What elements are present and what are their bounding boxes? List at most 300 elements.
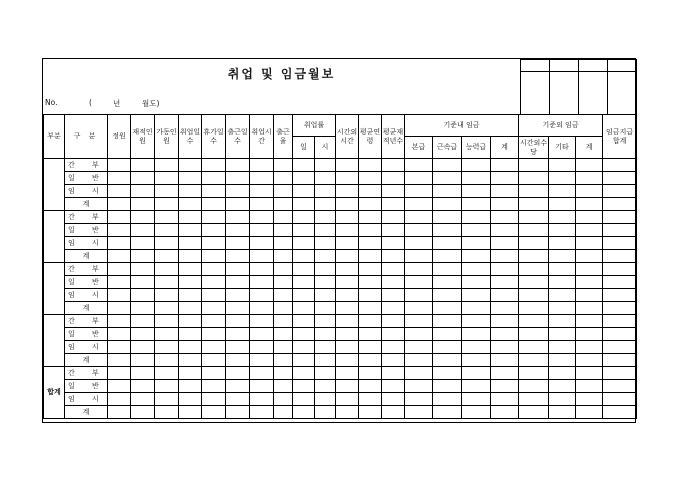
- data-cell[interactable]: [519, 289, 549, 302]
- data-cell[interactable]: [202, 393, 226, 406]
- data-cell[interactable]: [549, 289, 576, 302]
- data-cell[interactable]: [226, 380, 250, 393]
- data-cell[interactable]: [226, 172, 250, 185]
- data-cell[interactable]: [155, 237, 179, 250]
- data-cell[interactable]: [155, 172, 179, 185]
- data-cell[interactable]: [433, 406, 462, 419]
- data-cell[interactable]: [155, 185, 179, 198]
- data-cell[interactable]: [405, 302, 433, 315]
- approval-cell[interactable]: [550, 72, 579, 115]
- data-cell[interactable]: [131, 224, 155, 237]
- data-cell[interactable]: [274, 185, 293, 198]
- data-cell[interactable]: [226, 341, 250, 354]
- data-cell[interactable]: [226, 263, 250, 276]
- data-cell[interactable]: [179, 289, 202, 302]
- data-cell[interactable]: [108, 302, 131, 315]
- data-cell[interactable]: [336, 380, 359, 393]
- data-cell[interactable]: [250, 224, 274, 237]
- data-cell[interactable]: [462, 328, 491, 341]
- data-cell[interactable]: [603, 237, 637, 250]
- data-cell[interactable]: [293, 406, 315, 419]
- data-cell[interactable]: [155, 393, 179, 406]
- data-cell[interactable]: [519, 211, 549, 224]
- data-cell[interactable]: [462, 302, 491, 315]
- data-cell[interactable]: [382, 354, 405, 367]
- data-cell[interactable]: [462, 185, 491, 198]
- data-cell[interactable]: [315, 289, 336, 302]
- data-cell[interactable]: [359, 159, 382, 172]
- data-cell[interactable]: [336, 328, 359, 341]
- data-cell[interactable]: [108, 393, 131, 406]
- data-cell[interactable]: [359, 393, 382, 406]
- approval-cell[interactable]: [550, 60, 579, 72]
- data-cell[interactable]: [250, 354, 274, 367]
- data-cell[interactable]: [226, 198, 250, 211]
- data-cell[interactable]: [226, 302, 250, 315]
- data-cell[interactable]: [293, 159, 315, 172]
- data-cell[interactable]: [336, 185, 359, 198]
- approval-cell[interactable]: [608, 72, 637, 115]
- data-cell[interactable]: [359, 380, 382, 393]
- data-cell[interactable]: [519, 315, 549, 328]
- data-cell[interactable]: [250, 380, 274, 393]
- data-cell[interactable]: [179, 159, 202, 172]
- data-cell[interactable]: [274, 289, 293, 302]
- data-cell[interactable]: [382, 185, 405, 198]
- data-cell[interactable]: [433, 211, 462, 224]
- data-cell[interactable]: [382, 367, 405, 380]
- data-cell[interactable]: [359, 341, 382, 354]
- data-cell[interactable]: [274, 172, 293, 185]
- data-cell[interactable]: [491, 276, 519, 289]
- data-cell[interactable]: [549, 393, 576, 406]
- data-cell[interactable]: [405, 315, 433, 328]
- data-cell[interactable]: [491, 159, 519, 172]
- data-cell[interactable]: [293, 302, 315, 315]
- data-cell[interactable]: [491, 393, 519, 406]
- data-cell[interactable]: [293, 341, 315, 354]
- data-cell[interactable]: [519, 302, 549, 315]
- data-cell[interactable]: [179, 198, 202, 211]
- data-cell[interactable]: [315, 250, 336, 263]
- data-cell[interactable]: [491, 237, 519, 250]
- data-cell[interactable]: [382, 406, 405, 419]
- data-cell[interactable]: [549, 250, 576, 263]
- data-cell[interactable]: [293, 263, 315, 276]
- data-cell[interactable]: [108, 406, 131, 419]
- data-cell[interactable]: [293, 354, 315, 367]
- data-cell[interactable]: [250, 276, 274, 289]
- data-cell[interactable]: [336, 263, 359, 276]
- data-cell[interactable]: [603, 224, 637, 237]
- data-cell[interactable]: [315, 276, 336, 289]
- data-cell[interactable]: [250, 185, 274, 198]
- data-cell[interactable]: [382, 237, 405, 250]
- data-cell[interactable]: [274, 315, 293, 328]
- data-cell[interactable]: [179, 237, 202, 250]
- data-cell[interactable]: [131, 406, 155, 419]
- data-cell[interactable]: [549, 341, 576, 354]
- data-cell[interactable]: [576, 302, 603, 315]
- data-cell[interactable]: [226, 276, 250, 289]
- data-cell[interactable]: [576, 276, 603, 289]
- data-cell[interactable]: [250, 211, 274, 224]
- data-cell[interactable]: [108, 276, 131, 289]
- data-cell[interactable]: [519, 406, 549, 419]
- data-cell[interactable]: [405, 276, 433, 289]
- data-cell[interactable]: [202, 250, 226, 263]
- data-cell[interactable]: [462, 276, 491, 289]
- data-cell[interactable]: [108, 367, 131, 380]
- data-cell[interactable]: [576, 250, 603, 263]
- data-cell[interactable]: [315, 302, 336, 315]
- data-cell[interactable]: [491, 289, 519, 302]
- data-cell[interactable]: [382, 159, 405, 172]
- data-cell[interactable]: [519, 354, 549, 367]
- data-cell[interactable]: [315, 263, 336, 276]
- data-cell[interactable]: [108, 328, 131, 341]
- data-cell[interactable]: [202, 406, 226, 419]
- data-cell[interactable]: [131, 237, 155, 250]
- data-cell[interactable]: [131, 172, 155, 185]
- data-cell[interactable]: [576, 159, 603, 172]
- data-cell[interactable]: [293, 289, 315, 302]
- data-cell[interactable]: [336, 393, 359, 406]
- data-cell[interactable]: [250, 198, 274, 211]
- data-cell[interactable]: [491, 406, 519, 419]
- data-cell[interactable]: [576, 406, 603, 419]
- data-cell[interactable]: [336, 276, 359, 289]
- data-cell[interactable]: [315, 367, 336, 380]
- data-cell[interactable]: [603, 276, 637, 289]
- data-cell[interactable]: [549, 354, 576, 367]
- data-cell[interactable]: [491, 198, 519, 211]
- data-cell[interactable]: [226, 406, 250, 419]
- data-cell[interactable]: [491, 172, 519, 185]
- data-cell[interactable]: [603, 367, 637, 380]
- data-cell[interactable]: [131, 367, 155, 380]
- data-cell[interactable]: [131, 289, 155, 302]
- data-cell[interactable]: [382, 250, 405, 263]
- data-cell[interactable]: [226, 354, 250, 367]
- data-cell[interactable]: [405, 250, 433, 263]
- data-cell[interactable]: [576, 367, 603, 380]
- data-cell[interactable]: [603, 250, 637, 263]
- data-cell[interactable]: [108, 172, 131, 185]
- data-cell[interactable]: [359, 185, 382, 198]
- data-cell[interactable]: [202, 341, 226, 354]
- data-cell[interactable]: [462, 263, 491, 276]
- data-cell[interactable]: [293, 328, 315, 341]
- data-cell[interactable]: [108, 354, 131, 367]
- data-cell[interactable]: [433, 315, 462, 328]
- data-cell[interactable]: [274, 341, 293, 354]
- data-cell[interactable]: [315, 172, 336, 185]
- data-cell[interactable]: [155, 328, 179, 341]
- data-cell[interactable]: [576, 172, 603, 185]
- data-cell[interactable]: [491, 341, 519, 354]
- data-cell[interactable]: [336, 159, 359, 172]
- data-cell[interactable]: [433, 250, 462, 263]
- data-cell[interactable]: [359, 315, 382, 328]
- data-cell[interactable]: [131, 393, 155, 406]
- data-cell[interactable]: [179, 172, 202, 185]
- data-cell[interactable]: [250, 406, 274, 419]
- data-cell[interactable]: [108, 289, 131, 302]
- data-cell[interactable]: [315, 224, 336, 237]
- data-cell[interactable]: [382, 289, 405, 302]
- data-cell[interactable]: [603, 172, 637, 185]
- data-cell[interactable]: [274, 237, 293, 250]
- data-cell[interactable]: [226, 224, 250, 237]
- data-cell[interactable]: [202, 315, 226, 328]
- data-cell[interactable]: [131, 250, 155, 263]
- data-cell[interactable]: [519, 276, 549, 289]
- data-cell[interactable]: [293, 393, 315, 406]
- data-cell[interactable]: [202, 224, 226, 237]
- data-cell[interactable]: [359, 237, 382, 250]
- data-cell[interactable]: [462, 393, 491, 406]
- data-cell[interactable]: [519, 185, 549, 198]
- data-cell[interactable]: [405, 198, 433, 211]
- data-cell[interactable]: [576, 380, 603, 393]
- data-cell[interactable]: [462, 289, 491, 302]
- data-cell[interactable]: [155, 289, 179, 302]
- data-cell[interactable]: [293, 367, 315, 380]
- data-cell[interactable]: [293, 237, 315, 250]
- data-cell[interactable]: [226, 159, 250, 172]
- data-cell[interactable]: [359, 211, 382, 224]
- data-cell[interactable]: [131, 276, 155, 289]
- data-cell[interactable]: [155, 380, 179, 393]
- data-cell[interactable]: [603, 289, 637, 302]
- data-cell[interactable]: [202, 185, 226, 198]
- data-cell[interactable]: [179, 406, 202, 419]
- data-cell[interactable]: [293, 250, 315, 263]
- data-cell[interactable]: [274, 354, 293, 367]
- data-cell[interactable]: [462, 367, 491, 380]
- data-cell[interactable]: [131, 302, 155, 315]
- data-cell[interactable]: [315, 341, 336, 354]
- data-cell[interactable]: [202, 198, 226, 211]
- approval-cell[interactable]: [579, 72, 608, 115]
- data-cell[interactable]: [315, 406, 336, 419]
- data-cell[interactable]: [179, 224, 202, 237]
- data-cell[interactable]: [359, 302, 382, 315]
- data-cell[interactable]: [202, 159, 226, 172]
- data-cell[interactable]: [293, 211, 315, 224]
- data-cell[interactable]: [202, 302, 226, 315]
- data-cell[interactable]: [549, 211, 576, 224]
- approval-cell[interactable]: [521, 72, 550, 115]
- approval-cell[interactable]: [608, 60, 637, 72]
- data-cell[interactable]: [179, 380, 202, 393]
- data-cell[interactable]: [519, 263, 549, 276]
- data-cell[interactable]: [155, 367, 179, 380]
- data-cell[interactable]: [433, 276, 462, 289]
- data-cell[interactable]: [382, 380, 405, 393]
- data-cell[interactable]: [491, 185, 519, 198]
- data-cell[interactable]: [382, 263, 405, 276]
- data-cell[interactable]: [462, 354, 491, 367]
- data-cell[interactable]: [179, 302, 202, 315]
- data-cell[interactable]: [202, 172, 226, 185]
- data-cell[interactable]: [359, 224, 382, 237]
- data-cell[interactable]: [315, 380, 336, 393]
- data-cell[interactable]: [433, 224, 462, 237]
- data-cell[interactable]: [549, 263, 576, 276]
- data-cell[interactable]: [549, 198, 576, 211]
- data-cell[interactable]: [155, 250, 179, 263]
- data-cell[interactable]: [382, 393, 405, 406]
- data-cell[interactable]: [336, 341, 359, 354]
- data-cell[interactable]: [491, 328, 519, 341]
- data-cell[interactable]: [549, 224, 576, 237]
- data-cell[interactable]: [226, 237, 250, 250]
- data-cell[interactable]: [405, 211, 433, 224]
- data-cell[interactable]: [226, 250, 250, 263]
- data-cell[interactable]: [336, 315, 359, 328]
- data-cell[interactable]: [405, 263, 433, 276]
- data-cell[interactable]: [274, 211, 293, 224]
- data-cell[interactable]: [250, 328, 274, 341]
- data-cell[interactable]: [549, 237, 576, 250]
- data-cell[interactable]: [405, 393, 433, 406]
- data-cell[interactable]: [576, 263, 603, 276]
- data-cell[interactable]: [108, 341, 131, 354]
- data-cell[interactable]: [549, 406, 576, 419]
- data-cell[interactable]: [179, 393, 202, 406]
- data-cell[interactable]: [293, 172, 315, 185]
- data-cell[interactable]: [202, 354, 226, 367]
- data-cell[interactable]: [405, 328, 433, 341]
- data-cell[interactable]: [433, 237, 462, 250]
- data-cell[interactable]: [274, 380, 293, 393]
- data-cell[interactable]: [108, 315, 131, 328]
- data-cell[interactable]: [250, 159, 274, 172]
- data-cell[interactable]: [274, 406, 293, 419]
- dept-cell[interactable]: [44, 315, 65, 367]
- data-cell[interactable]: [382, 276, 405, 289]
- data-cell[interactable]: [131, 211, 155, 224]
- data-cell[interactable]: [519, 341, 549, 354]
- data-cell[interactable]: [405, 185, 433, 198]
- data-cell[interactable]: [250, 172, 274, 185]
- data-cell[interactable]: [108, 198, 131, 211]
- data-cell[interactable]: [549, 276, 576, 289]
- data-cell[interactable]: [576, 237, 603, 250]
- data-cell[interactable]: [315, 211, 336, 224]
- data-cell[interactable]: [155, 263, 179, 276]
- data-cell[interactable]: [315, 315, 336, 328]
- data-cell[interactable]: [359, 289, 382, 302]
- data-cell[interactable]: [226, 328, 250, 341]
- data-cell[interactable]: [519, 159, 549, 172]
- data-cell[interactable]: [549, 159, 576, 172]
- data-cell[interactable]: [315, 198, 336, 211]
- data-cell[interactable]: [491, 224, 519, 237]
- data-cell[interactable]: [250, 263, 274, 276]
- data-cell[interactable]: [336, 172, 359, 185]
- data-cell[interactable]: [405, 380, 433, 393]
- data-cell[interactable]: [293, 185, 315, 198]
- data-cell[interactable]: [226, 393, 250, 406]
- data-cell[interactable]: [359, 263, 382, 276]
- data-cell[interactable]: [462, 237, 491, 250]
- data-cell[interactable]: [519, 237, 549, 250]
- data-cell[interactable]: [462, 341, 491, 354]
- data-cell[interactable]: [108, 159, 131, 172]
- data-cell[interactable]: [131, 328, 155, 341]
- data-cell[interactable]: [603, 198, 637, 211]
- dept-cell[interactable]: [44, 211, 65, 263]
- data-cell[interactable]: [491, 263, 519, 276]
- data-cell[interactable]: [433, 263, 462, 276]
- data-cell[interactable]: [603, 341, 637, 354]
- data-cell[interactable]: [462, 211, 491, 224]
- data-cell[interactable]: [202, 367, 226, 380]
- data-cell[interactable]: [603, 354, 637, 367]
- data-cell[interactable]: [433, 172, 462, 185]
- data-cell[interactable]: [179, 367, 202, 380]
- data-cell[interactable]: [603, 393, 637, 406]
- data-cell[interactable]: [382, 198, 405, 211]
- data-cell[interactable]: [155, 302, 179, 315]
- dept-cell[interactable]: [44, 263, 65, 315]
- data-cell[interactable]: [519, 198, 549, 211]
- data-cell[interactable]: [603, 263, 637, 276]
- data-cell[interactable]: [336, 367, 359, 380]
- data-cell[interactable]: [576, 393, 603, 406]
- data-cell[interactable]: [179, 354, 202, 367]
- data-cell[interactable]: [549, 302, 576, 315]
- data-cell[interactable]: [359, 172, 382, 185]
- data-cell[interactable]: [250, 367, 274, 380]
- data-cell[interactable]: [549, 367, 576, 380]
- data-cell[interactable]: [359, 198, 382, 211]
- data-cell[interactable]: [108, 237, 131, 250]
- data-cell[interactable]: [202, 328, 226, 341]
- data-cell[interactable]: [603, 211, 637, 224]
- data-cell[interactable]: [336, 211, 359, 224]
- data-cell[interactable]: [359, 406, 382, 419]
- data-cell[interactable]: [202, 263, 226, 276]
- data-cell[interactable]: [576, 185, 603, 198]
- data-cell[interactable]: [603, 380, 637, 393]
- data-cell[interactable]: [603, 159, 637, 172]
- data-cell[interactable]: [519, 380, 549, 393]
- data-cell[interactable]: [462, 406, 491, 419]
- data-cell[interactable]: [108, 185, 131, 198]
- data-cell[interactable]: [274, 302, 293, 315]
- data-cell[interactable]: [433, 354, 462, 367]
- data-cell[interactable]: [179, 341, 202, 354]
- data-cell[interactable]: [576, 328, 603, 341]
- data-cell[interactable]: [359, 328, 382, 341]
- dept-cell[interactable]: [44, 159, 65, 211]
- data-cell[interactable]: [274, 328, 293, 341]
- data-cell[interactable]: [462, 198, 491, 211]
- data-cell[interactable]: [603, 302, 637, 315]
- data-cell[interactable]: [108, 263, 131, 276]
- data-cell[interactable]: [576, 211, 603, 224]
- data-cell[interactable]: [226, 185, 250, 198]
- data-cell[interactable]: [108, 380, 131, 393]
- data-cell[interactable]: [250, 302, 274, 315]
- data-cell[interactable]: [382, 302, 405, 315]
- data-cell[interactable]: [131, 380, 155, 393]
- data-cell[interactable]: [549, 185, 576, 198]
